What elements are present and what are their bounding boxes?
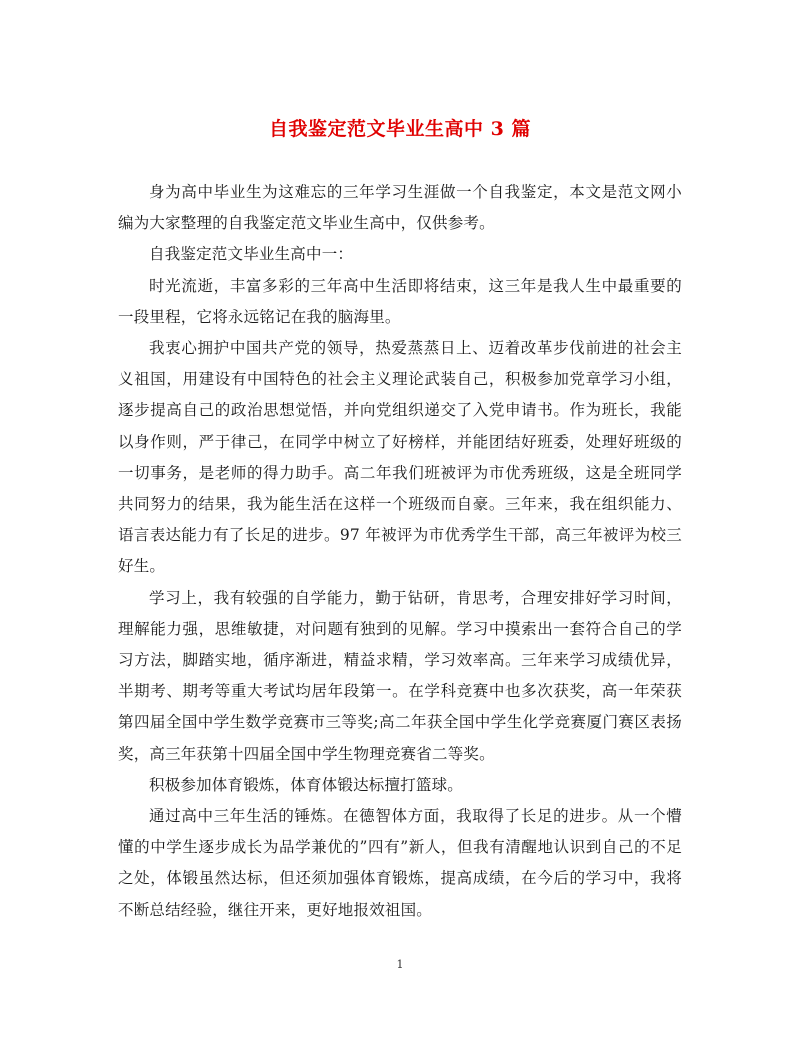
paragraph-time-passing: 时光流逝，丰富多彩的三年高中生活即将结束，这三年是我人生中最重要的一段里程，它将永远铭记在我的脑海里。 xyxy=(118,276,682,326)
paragraph-sports: 积极参加体育锻炼，体育体锻达标擅打篮球。 xyxy=(149,775,464,794)
paragraph-study: 学习上，我有较强的自学能力，勤于钻研，肯思考，合理安排好学习时间，理解能力强，思维敏捷，对问题有独到的见解。学习中摸索出一套符合自己的学习方法，脚踏实地，循序渐进，精益求精，学习效率高。三年来学习成绩优异，半期考、期考等重大考试均居年段第一。在学科竞赛中也多次获奖，高一年荣获第四届全国中学生数学竞赛市三等奖;高二年获全国中学生化学竞赛厦门赛区表扬奖，高三年获第十四届全国中学生物理竞赛省二等奖。 xyxy=(118,588,682,763)
page-number: 1 xyxy=(396,958,404,971)
paragraph-section-heading: 自我鉴定范文毕业生高中一： xyxy=(149,245,354,264)
document-body xyxy=(118,177,682,926)
paragraph-conclusion: 通过高中三年生活的锤炼。在德智体方面，我取得了长足的进步。从一个懵懂的中学生逐步成长为品学兼优的”四有”新人，但我有清醒地认识到自己的不足之处，体锻虽然达标，但还须加强体育锻炼，提高成绩，在今后的学习中，我将不断总结经验，继往开来，更好地报效祖国。 xyxy=(118,807,682,919)
paragraph-intro: 身为高中毕业生为这难忘的三年学习生涯做一个自我鉴定，本文是范文网小编为大家整理的自我鉴定范文毕业生高中，仅供参考。 xyxy=(118,183,682,233)
paragraph-political-class: 我衷心拥护中国共产党的领导，热爱蒸蒸日上、迈着改革步伐前进的社会主义祖国，用建设有中国特色的社会主义理论武装自己，积极参加党章学习小组，逐步提高自己的政治思想觉悟，并向党组织递交了入党申请书。作为班长，我能以身作则，严于律己，在同学中树立了好榜样，并能团结好班委，处理好班级的一切事务，是老师的得力助手。高二年我们班被评为市优秀班级，这是全班同学共同努力的结果，我为能生活在这样一个班级而自豪。三年来，我在组织能力、语言表达能力有了长足的进步。97 年被评为市优秀学生干部，高三年被评为校三好生。 xyxy=(118,339,682,576)
document-title: 自我鉴定范文毕业生高中 3 篇 xyxy=(269,118,531,140)
